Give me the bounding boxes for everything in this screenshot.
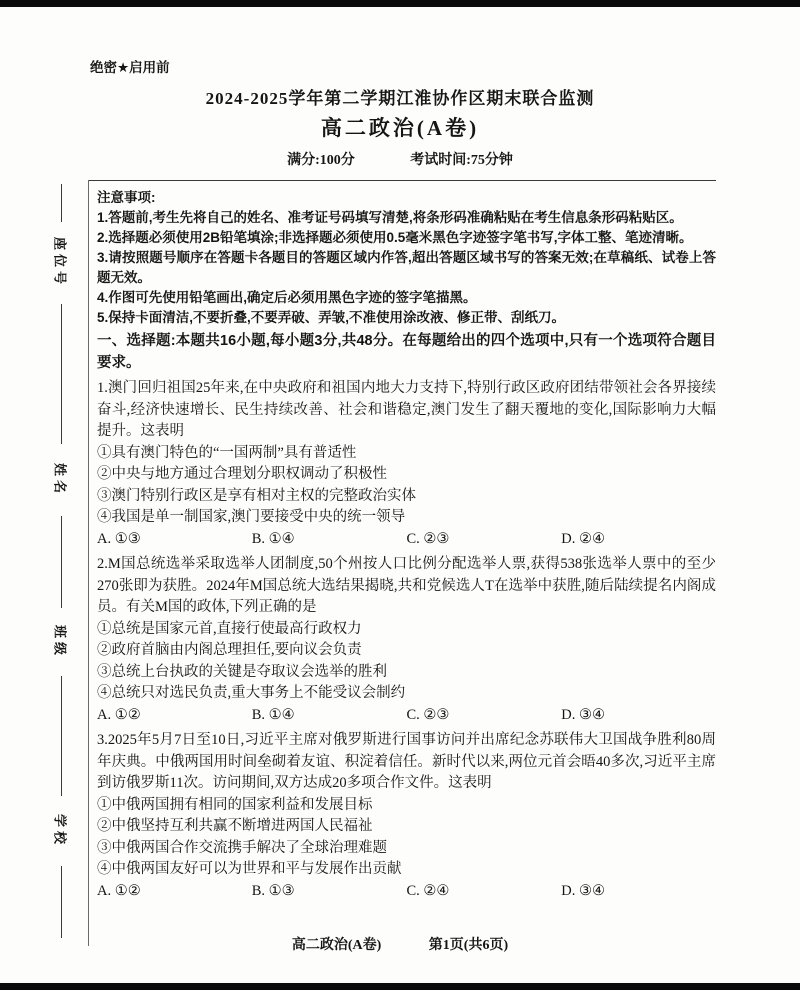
exam-content <box>97 188 716 902</box>
choice-a: A. ①② <box>97 882 141 899</box>
answer-choices-row <box>97 881 716 903</box>
header-divider-line <box>88 180 716 181</box>
exam-title: 2024-2025学年第二学期江淮协作区期末联合监测 <box>205 89 595 108</box>
question-statement: ①中俄两国拥有相同的国家利益和发展目标 <box>97 796 373 813</box>
question-statement: ③澳门特别行政区是享有相对主权的完整政治实体 <box>97 487 416 504</box>
exam-time-label: 考试时间:75分钟 <box>410 153 513 168</box>
question-stem: 2.M国总统选举采取选举人团制度,50个州按人口比例分配选举人票,获得538张选举人票中的至少270张即为获胜。2024年M国总统大选结果揭晓,共和党候选人T在选举中获胜,随后陆续提名内阁成员。有关M国的政体,下列正确的是 <box>97 556 716 615</box>
choice-d: D. ③④ <box>561 706 605 723</box>
seal-line-segment <box>61 676 62 796</box>
choice-b: B. ①④ <box>251 706 295 723</box>
question-statement: ②中俄坚持互利共赢不断增进两国人民福祉 <box>97 818 373 834</box>
notice-item: 5.保持卡面清洁,不要折叠,不要弄破、弄皱,不准使用涂改液、修正带、刮纸刀。 <box>97 310 566 325</box>
choice-d: D. ③④ <box>561 882 605 899</box>
notice-item: 4.作图可先使用铅笔画出,确定后必须用黑色字迹的签字笔描黑。 <box>97 290 477 305</box>
choice-d: D. ②④ <box>561 530 605 547</box>
choice-b: B. ①④ <box>251 530 295 547</box>
question-statement: ④中俄两国友好可以为世界和平与发展作出贡献 <box>97 861 402 877</box>
answer-choices-row <box>97 529 716 551</box>
question-statement: ④我国是单一制国家,澳门要接受中央的统一领导 <box>97 509 406 525</box>
question-1 <box>97 378 716 550</box>
scan-edge-bottom <box>0 983 800 990</box>
question-statement: ②政府首脑由内阁总理担任,要向议会负责 <box>97 642 362 658</box>
choice-c: C. ②③ <box>406 706 450 723</box>
choice-c: C. ②③ <box>406 530 450 547</box>
notice-item: 1.答题前,考生先将自己的姓名、准考证号码填写清楚,将条形码准确粘贴在考生信息条形码粘贴区。 <box>97 210 683 225</box>
footer-page-number: 第1页(共6页) <box>428 938 509 953</box>
choice-b: B. ①③ <box>251 882 295 899</box>
answer-choices-row <box>97 705 716 727</box>
exam-subject-title: 高二政治(A卷) <box>320 116 480 140</box>
seal-line-segment <box>61 516 62 608</box>
question-statement: ③中俄两国合作交流携手解决了全球治理难题 <box>97 839 387 856</box>
page-footer <box>0 934 800 954</box>
exam-meta <box>0 149 800 169</box>
choice-a: A. ①② <box>97 706 141 723</box>
notice-heading: 注意事项: <box>97 190 156 205</box>
question-3 <box>97 730 716 902</box>
notice-section <box>97 188 716 328</box>
question-statement: ③总统上台执政的关键是夺取议会选举的胜利 <box>97 663 387 680</box>
question-2 <box>97 554 716 726</box>
seal-label-seat-number: 座位号 <box>52 237 68 289</box>
question-stem: 1.澳门回归祖国25年来,在中央政府和祖国内地大力支持下,特别行政区政府团结带领社会各界接续奋斗,经济快速增长、民生持续改善、社会和谐稳定,澳门发生了翻天覆地的变化,国际影响力大幅提升。这表明 <box>97 380 716 439</box>
seal-label-class: 班级 <box>52 624 68 659</box>
notice-item: 3.请按照题号顺序在答题卡各题目的答题区域内作答,超出答题区域书写的答案无效;在草稿纸、试卷上答题无效。 <box>97 250 716 285</box>
seal-line-segment <box>61 304 62 444</box>
choice-c: C. ②④ <box>406 882 450 899</box>
classified-label: 绝密★启用前 <box>90 60 170 75</box>
seal-line-segment <box>61 866 62 938</box>
choice-a: A. ①③ <box>97 530 141 547</box>
seal-label-name: 姓名 <box>52 462 68 497</box>
notice-item: 2.选择题必须使用2B铅笔填涂;非选择题必须使用0.5毫米黑色字迹签字笔书写,字体工整、笔迹清晰。 <box>97 230 693 245</box>
question-statement: ②中央与地方通过合理划分职权调动了积极性 <box>97 466 387 482</box>
question-statement: ①具有澳门特色的“一国两制”具有普适性 <box>97 444 357 461</box>
full-score-label: 满分:100分 <box>287 153 355 168</box>
question-stem: 3.2025年5月7日至10日,习近平主席对俄罗斯进行国事访问并出席纪念苏联伟大卫国战争胜利80周年庆典。中俄两国用时间垒砌着友谊、积淀着信任。新时代以来,两位元首会晤40多次,习近平主席到访俄罗斯11次。访问期间,双方达成20多项合作文件。这表明 <box>97 732 716 791</box>
seal-label-school: 学校 <box>52 813 68 848</box>
question-statement: ①总统是国家元首,直接行使最高行政权力 <box>97 620 362 637</box>
footer-subject-label: 高二政治(A卷) <box>291 938 382 953</box>
section-heading-multiple-choice: 一、选择题:本题共16小题,每小题3分,共48分。在每题给出的四个选项中,只有一个选项符合题目要求。 <box>97 333 716 371</box>
seal-margin-line <box>88 180 89 946</box>
scan-edge-top <box>0 0 800 7</box>
question-statement: ④总统只对选民负责,重大事务上不能受议会制约 <box>97 685 406 701</box>
seal-line-segment <box>61 184 62 222</box>
